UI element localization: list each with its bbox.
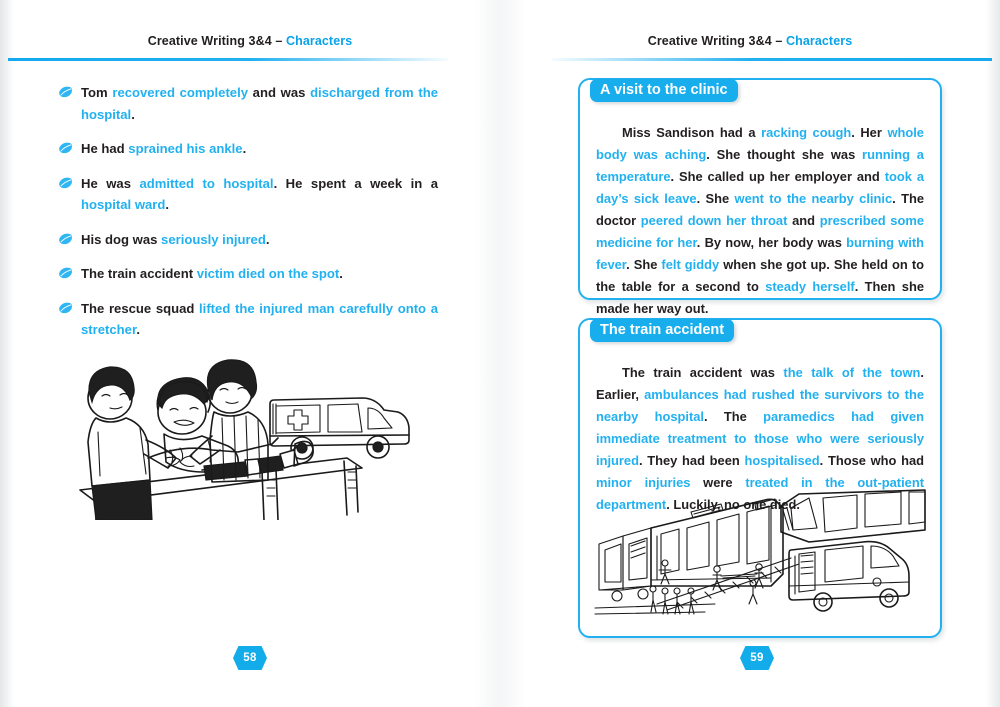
plain-text: . Luckily, no one died.	[666, 497, 800, 512]
plain-text: The rescue squad	[81, 300, 200, 316]
highlighted-phrase: treated in the out-patient department	[596, 475, 924, 512]
bullet-list	[58, 82, 438, 354]
page-number-right: 59	[750, 652, 764, 664]
plain-text: The train accident	[81, 266, 197, 281]
box-paragraph-clinic	[596, 122, 924, 320]
bullet-item-text	[81, 138, 438, 160]
plain-text: . By now, her body was	[696, 235, 847, 250]
highlighted-phrase: minor injuries	[596, 475, 691, 490]
box-title-train-accident: The train accident	[590, 319, 734, 342]
leaf-bullet-icon	[58, 232, 73, 246]
plain-text: and	[787, 213, 820, 228]
highlighted-phrase: peered down her throat	[640, 213, 788, 228]
plain-text: . The doctor	[596, 191, 924, 228]
derailed-train-with-rescue-ambulance-illustration	[592, 486, 928, 626]
leaf-bullet-icon	[58, 266, 73, 280]
running-head-right	[500, 34, 1000, 48]
header-rule-left	[8, 58, 448, 61]
bullet-list-item	[58, 263, 438, 285]
bullet-list-item	[58, 173, 438, 216]
bullet-list-item	[58, 229, 438, 251]
highlighted-phrase: whole body was aching	[596, 125, 924, 162]
bullet-list-item	[58, 82, 438, 125]
plain-text: . She called up her employer and	[670, 169, 885, 184]
highlighted-phrase: steady herself	[765, 279, 855, 294]
plain-text: He was	[81, 175, 140, 191]
highlighted-phrase: felt giddy	[661, 257, 720, 272]
plain-text: He had	[81, 141, 129, 156]
highlighted-phrase: discharged from the hospital	[81, 85, 438, 122]
plain-text: Miss Sandison had a	[622, 125, 762, 140]
leaf-bullet-icon	[58, 141, 73, 155]
highlighted-phrase: seriously injured	[161, 231, 266, 247]
plain-text: .	[136, 322, 140, 337]
bullet-list-item	[58, 138, 438, 160]
highlighted-phrase: hospitalised	[744, 453, 820, 468]
box-title-clinic: A visit to the clinic	[590, 79, 738, 102]
plain-text: .	[165, 197, 170, 212]
highlighted-phrase: paramedics had given immediate treatment to those who were seriously injured	[596, 409, 924, 468]
page-number-badge-left	[233, 646, 267, 670]
leaf-bullet-icon	[58, 301, 73, 315]
injured-man-graphic	[148, 378, 313, 480]
plain-text: and was	[248, 85, 311, 100]
page-number-left: 58	[243, 652, 257, 664]
plain-text: . The	[704, 409, 764, 424]
content-box-train-accident	[578, 318, 942, 638]
injured-man-on-stretcher-with-ambulance-illustration	[62, 340, 422, 520]
running-head-accent: Characters	[285, 34, 353, 48]
plain-text: The train accident was	[622, 365, 784, 380]
plain-text: . Earlier,	[596, 365, 924, 402]
plain-text: . They had been	[638, 453, 745, 468]
highlighted-phrase: went to the nearby clinic	[734, 191, 893, 206]
plain-text: . She	[696, 191, 735, 206]
plain-text: .	[339, 266, 343, 281]
right-page	[500, 0, 1000, 707]
bullet-item-text	[81, 298, 438, 341]
highlighted-phrase: admitted to hospital	[139, 175, 274, 191]
bullet-item-text	[81, 263, 438, 285]
running-head-left	[0, 34, 500, 48]
bullet-item-text	[81, 229, 438, 251]
running-head-title: Creative Writing 3&4 –	[147, 34, 286, 48]
plain-text: . Her	[851, 125, 888, 140]
leaf-bullet-icon	[58, 85, 73, 99]
content-box-clinic	[578, 78, 942, 316]
plain-text: were	[690, 475, 746, 490]
ambulance-graphic	[270, 398, 409, 459]
highlighted-phrase: prescribed some medicine for her	[596, 213, 924, 250]
highlighted-phrase: sprained his ankle	[128, 141, 243, 156]
plain-text: .	[265, 231, 270, 247]
plain-text: . Then she made her way out.	[596, 279, 925, 316]
plain-text: .	[131, 106, 135, 122]
train-carriage-derailed-graphic	[781, 490, 925, 542]
page-number-badge-right	[740, 646, 774, 670]
bullet-item-text	[81, 173, 438, 216]
plain-text: His dog was	[81, 231, 162, 247]
highlighted-phrase: took a day’s sick leave	[596, 169, 924, 206]
plain-text: . Those who had	[819, 453, 924, 468]
plain-text: . He spent a week in a	[273, 175, 439, 191]
highlighted-phrase: running a temperature	[596, 147, 924, 184]
leaf-bullet-icon	[58, 176, 73, 190]
plain-text: . She	[626, 257, 662, 272]
plain-text: Tom	[81, 85, 113, 100]
plain-text: .	[242, 141, 247, 156]
highlighted-phrase: ambulances had rushed the survivors to the nearby hospital	[596, 387, 924, 424]
highlighted-phrase: lifted the injured man carefully onto a stretcher	[81, 300, 438, 337]
highlighted-phrase: hospital ward	[81, 197, 166, 212]
highlighted-phrase: victim died on the spot	[196, 266, 340, 281]
highlighted-phrase: burning with fever	[596, 235, 925, 272]
running-head-title: Creative Writing 3&4 –	[647, 34, 786, 48]
train-carriage-rear-graphic	[599, 528, 651, 601]
rescue-ambulance-graphic	[789, 542, 909, 611]
running-head-accent: Characters	[785, 34, 853, 48]
plain-text: when she got up. She held on to the table for a second to	[596, 257, 925, 294]
highlighted-phrase: recovered completely	[112, 85, 249, 100]
highlighted-phrase: racking cough	[761, 125, 852, 140]
bullet-list-item	[58, 298, 438, 341]
bullet-item-text	[81, 82, 438, 125]
header-rule-right	[552, 58, 992, 61]
plain-text: . She thought she was	[706, 147, 863, 162]
highlighted-phrase: the talk of the town	[783, 365, 921, 380]
